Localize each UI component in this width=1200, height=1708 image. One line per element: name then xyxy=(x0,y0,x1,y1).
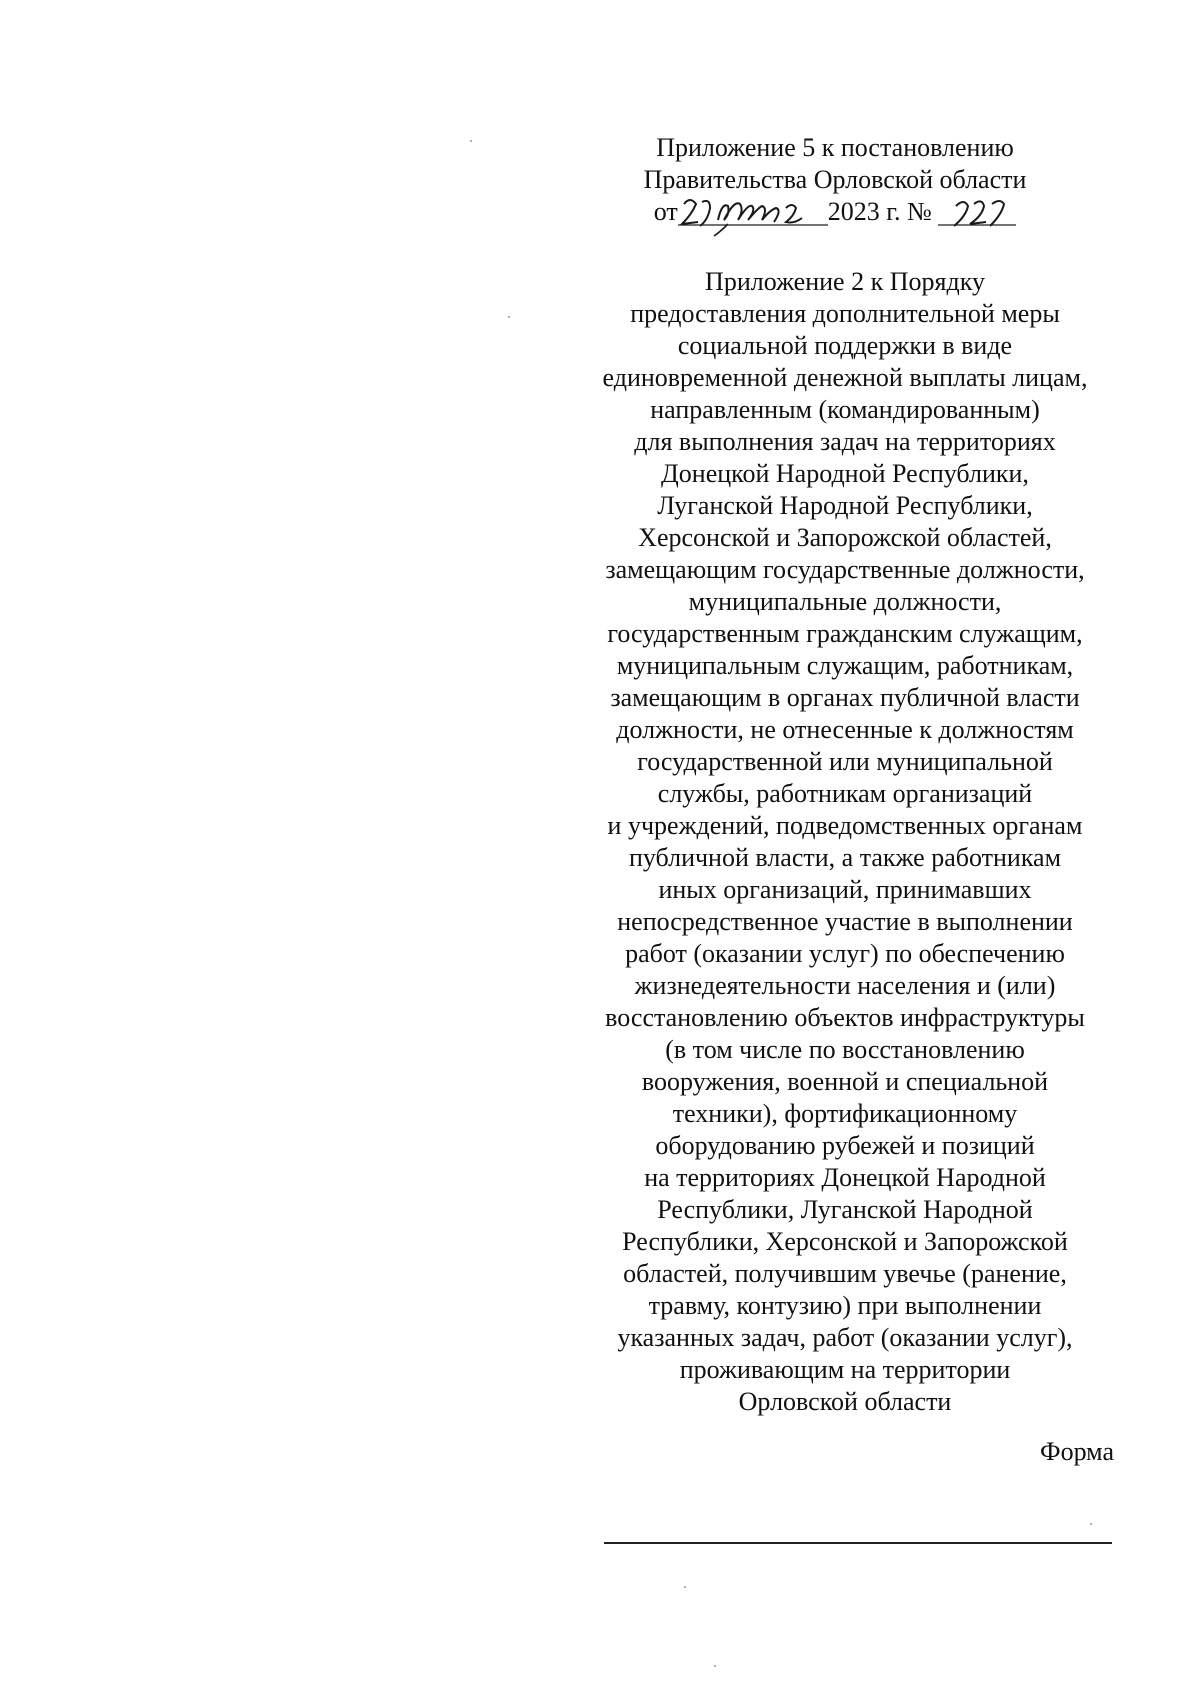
appendix-line: Херсонской и Запорожской областей, xyxy=(638,523,1052,552)
appendix-line: на территориях Донецкой Народной xyxy=(644,1163,1046,1192)
appendix-line: иных организаций, принимавших xyxy=(658,875,1032,904)
appendix-line: социальной поддержки в виде xyxy=(677,331,1013,360)
appendix-line: Орловской области xyxy=(738,1387,952,1416)
appendix-line: проживающим на территории xyxy=(679,1355,1011,1384)
appendix-line: замещающим в органах публичной власти xyxy=(610,683,1080,712)
header-date-line xyxy=(580,196,1090,228)
scan-speck xyxy=(714,1665,716,1667)
resolution-header xyxy=(580,132,1090,228)
scan-speck xyxy=(1090,1523,1092,1525)
appendix-line: восстановлению объектов инфраструктуры xyxy=(605,1003,1085,1032)
appendix-line: работ (оказании услуг) по обеспечению xyxy=(625,939,1065,968)
appendix-line: Республики, Луганской Народной xyxy=(657,1195,1033,1224)
appendix-line: Приложение 2 к Порядку xyxy=(705,267,985,296)
appendix-line: должности, не отнесенные к должностям xyxy=(616,715,1074,744)
appendix-line: государственной или муниципальной xyxy=(637,747,1053,776)
appendix-line: муниципальные должности, xyxy=(688,587,1002,616)
appendix-line: жизнедеятельности населения и (или) xyxy=(634,971,1056,1000)
date-year: 2023 г. № xyxy=(827,197,932,226)
date-prefix: от xyxy=(653,197,678,226)
scan-speck xyxy=(470,140,472,142)
appendix-line: вооружения, военной и специальной xyxy=(641,1067,1049,1096)
form-title-underline xyxy=(604,1542,1112,1544)
appendix-line: Республики, Херсонской и Запорожской xyxy=(622,1227,1068,1256)
appendix-line: и учреждений, подведомственных органам xyxy=(607,811,1083,840)
appendix-line: травму, контузию) при выполнении xyxy=(648,1291,1042,1320)
appendix-line: замещающим государственные должности, xyxy=(605,555,1085,584)
handwritten-number xyxy=(938,196,1016,228)
handwritten-date xyxy=(678,196,828,228)
appendix-line: государственным гражданским служащим, xyxy=(607,619,1083,648)
appendix-line: Донецкой Народной Республики, xyxy=(661,459,1029,488)
appendix-caption xyxy=(570,266,1120,1418)
appendix-line: публичной власти, а также работникам xyxy=(628,843,1062,872)
appendix-line: предоставления дополнительной меры xyxy=(630,299,1060,328)
appendix-line: указанных задач, работ (оказании услуг), xyxy=(617,1323,1073,1352)
appendix-line: Луганской Народной Республики, xyxy=(657,491,1033,520)
appendix-line: техники), фортификационному xyxy=(672,1099,1018,1128)
appendix-line: муниципальным служащим, работникам, xyxy=(616,651,1074,680)
appendix-line: оборудованию рубежей и позиций xyxy=(655,1131,1035,1160)
appendix-line: для выполнения задач на территориях xyxy=(634,427,1056,456)
header-line-1: Приложение 5 к постановлению xyxy=(656,133,1014,162)
appendix-line: единовременной денежной выплаты лицам, xyxy=(602,363,1088,392)
handwritten-number-signature xyxy=(938,192,1016,238)
scan-speck xyxy=(508,316,510,318)
form-label: Форма xyxy=(1040,1437,1114,1466)
appendix-line: службы, работникам организаций xyxy=(657,779,1033,808)
appendix-line: непосредственное участие в выполнении xyxy=(617,907,1073,936)
header-line-2: Правительства Орловской области xyxy=(643,165,1027,194)
appendix-line: (в том числе по восстановлению xyxy=(665,1035,1025,1064)
handwritten-date-signature xyxy=(678,192,828,238)
appendix-line: областей, получившим увечье (ранение, xyxy=(623,1259,1067,1288)
scan-speck xyxy=(684,1586,686,1588)
appendix-line: направленным (командированным) xyxy=(650,395,1040,424)
